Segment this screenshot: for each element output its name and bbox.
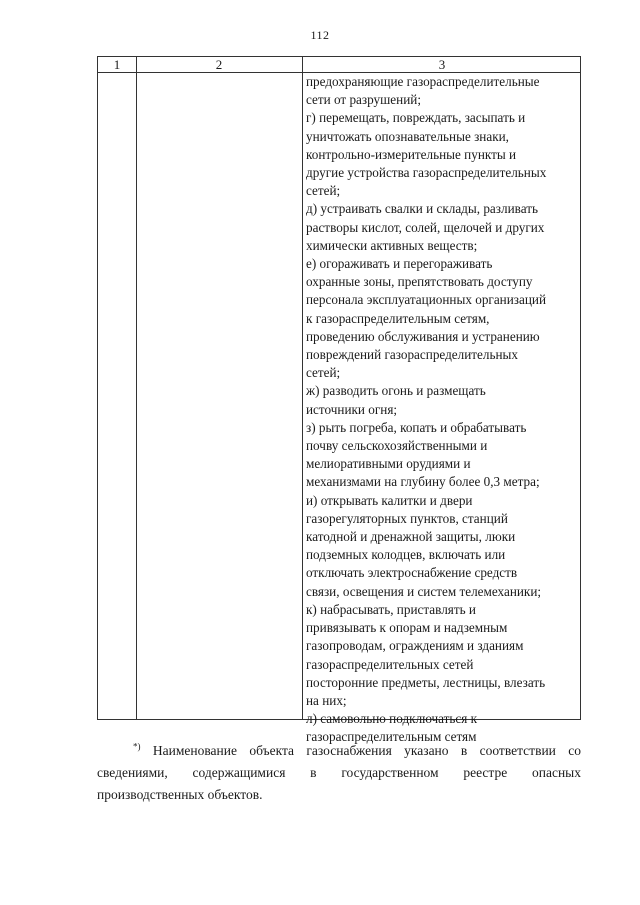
content-line: отключать электроснабжение средств — [306, 565, 518, 581]
column-header-2: 2 — [215, 57, 223, 72]
footnote-text: Наименование объекта газоснабжения указано в соответствии со — [152, 743, 582, 758]
content-line: растворы кислот, солей, щелочей и других — [306, 219, 545, 235]
content-line: мелиоративными орудиями и — [306, 456, 471, 472]
content-line: предохраняющие газораспределительные — [306, 74, 540, 89]
content-line: з) рыть погреба, копать и обрабатывать — [306, 419, 527, 435]
content-line: почву сельскохозяйственными и — [306, 438, 488, 454]
footnote-line-1 — [97, 740, 581, 762]
content-line: г) перемещать, повреждать, засыпать и — [306, 110, 526, 126]
content-line: механизмами на глубину более 0,3 метра; — [306, 474, 540, 490]
content-line: д) устраивать свалки и склады, разливать — [306, 201, 538, 217]
content-line: газораспределительным сетям — [306, 729, 477, 745]
content-line: подземных колодцев, включать или — [306, 547, 506, 563]
content-line: повреждений газораспределительных — [306, 347, 519, 363]
column-divider — [302, 57, 303, 719]
content-line: л) самовольно подключаться к — [306, 711, 478, 727]
content-line: газораспределительных сетей — [306, 656, 474, 672]
content-line: к) набрасывать, приставлять и — [306, 601, 476, 617]
document-table — [97, 56, 581, 745]
column-divider — [136, 57, 137, 719]
content-line: сетей; — [306, 365, 341, 381]
content-line: привязывать к опорам и надземным — [306, 620, 508, 636]
content-line: посторонние предметы, лестницы, влезать — [306, 674, 546, 690]
page-number: 112 — [310, 28, 330, 42]
content-line: связи, освещения и систем телемеханики; — [306, 583, 542, 599]
content-line: сетей; — [306, 183, 341, 199]
content-line: химически активных веществ; — [306, 237, 478, 253]
footnote — [97, 740, 581, 806]
content-line: сети от разрушений; — [306, 92, 421, 108]
footnote-line-3: производственных объектов. — [97, 787, 263, 802]
content-line: уничтожать опознавательные знаки, — [306, 128, 509, 144]
column-header-1: 1 — [113, 57, 121, 72]
content-line: е) огораживать и перегораживать — [306, 256, 493, 272]
content-line: и) открывать калитки и двери — [306, 492, 473, 508]
column-3-content — [306, 73, 580, 747]
content-line: к газораспределительным сетям, — [306, 310, 490, 326]
content-line: другие устройства газораспределительных — [306, 165, 547, 181]
content-line: катодной и дренажной защиты, люки — [306, 529, 516, 545]
content-line: газорегуляторных пунктов, станций — [306, 510, 508, 526]
footnote-marker: *) — [133, 741, 141, 752]
content-line: источники огня; — [306, 401, 398, 417]
content-line: проведению обслуживания и устранению — [306, 328, 540, 344]
footnote-line-2: сведениями, содержащимися в государственном реестре опасных — [97, 765, 581, 780]
content-line: контрольно-измерительные пункты и — [306, 146, 517, 162]
column-header-3: 3 — [438, 57, 446, 72]
content-line: персонала эксплуатационных организаций — [306, 292, 547, 308]
content-line: газопроводам, ограждениям и зданиям — [306, 638, 524, 654]
content-line: на них; — [306, 692, 347, 708]
content-line: охранные зоны, препятствовать доступу — [306, 274, 533, 290]
table-header-row — [98, 57, 580, 73]
content-line: ж) разводить огонь и размещать — [306, 383, 486, 399]
